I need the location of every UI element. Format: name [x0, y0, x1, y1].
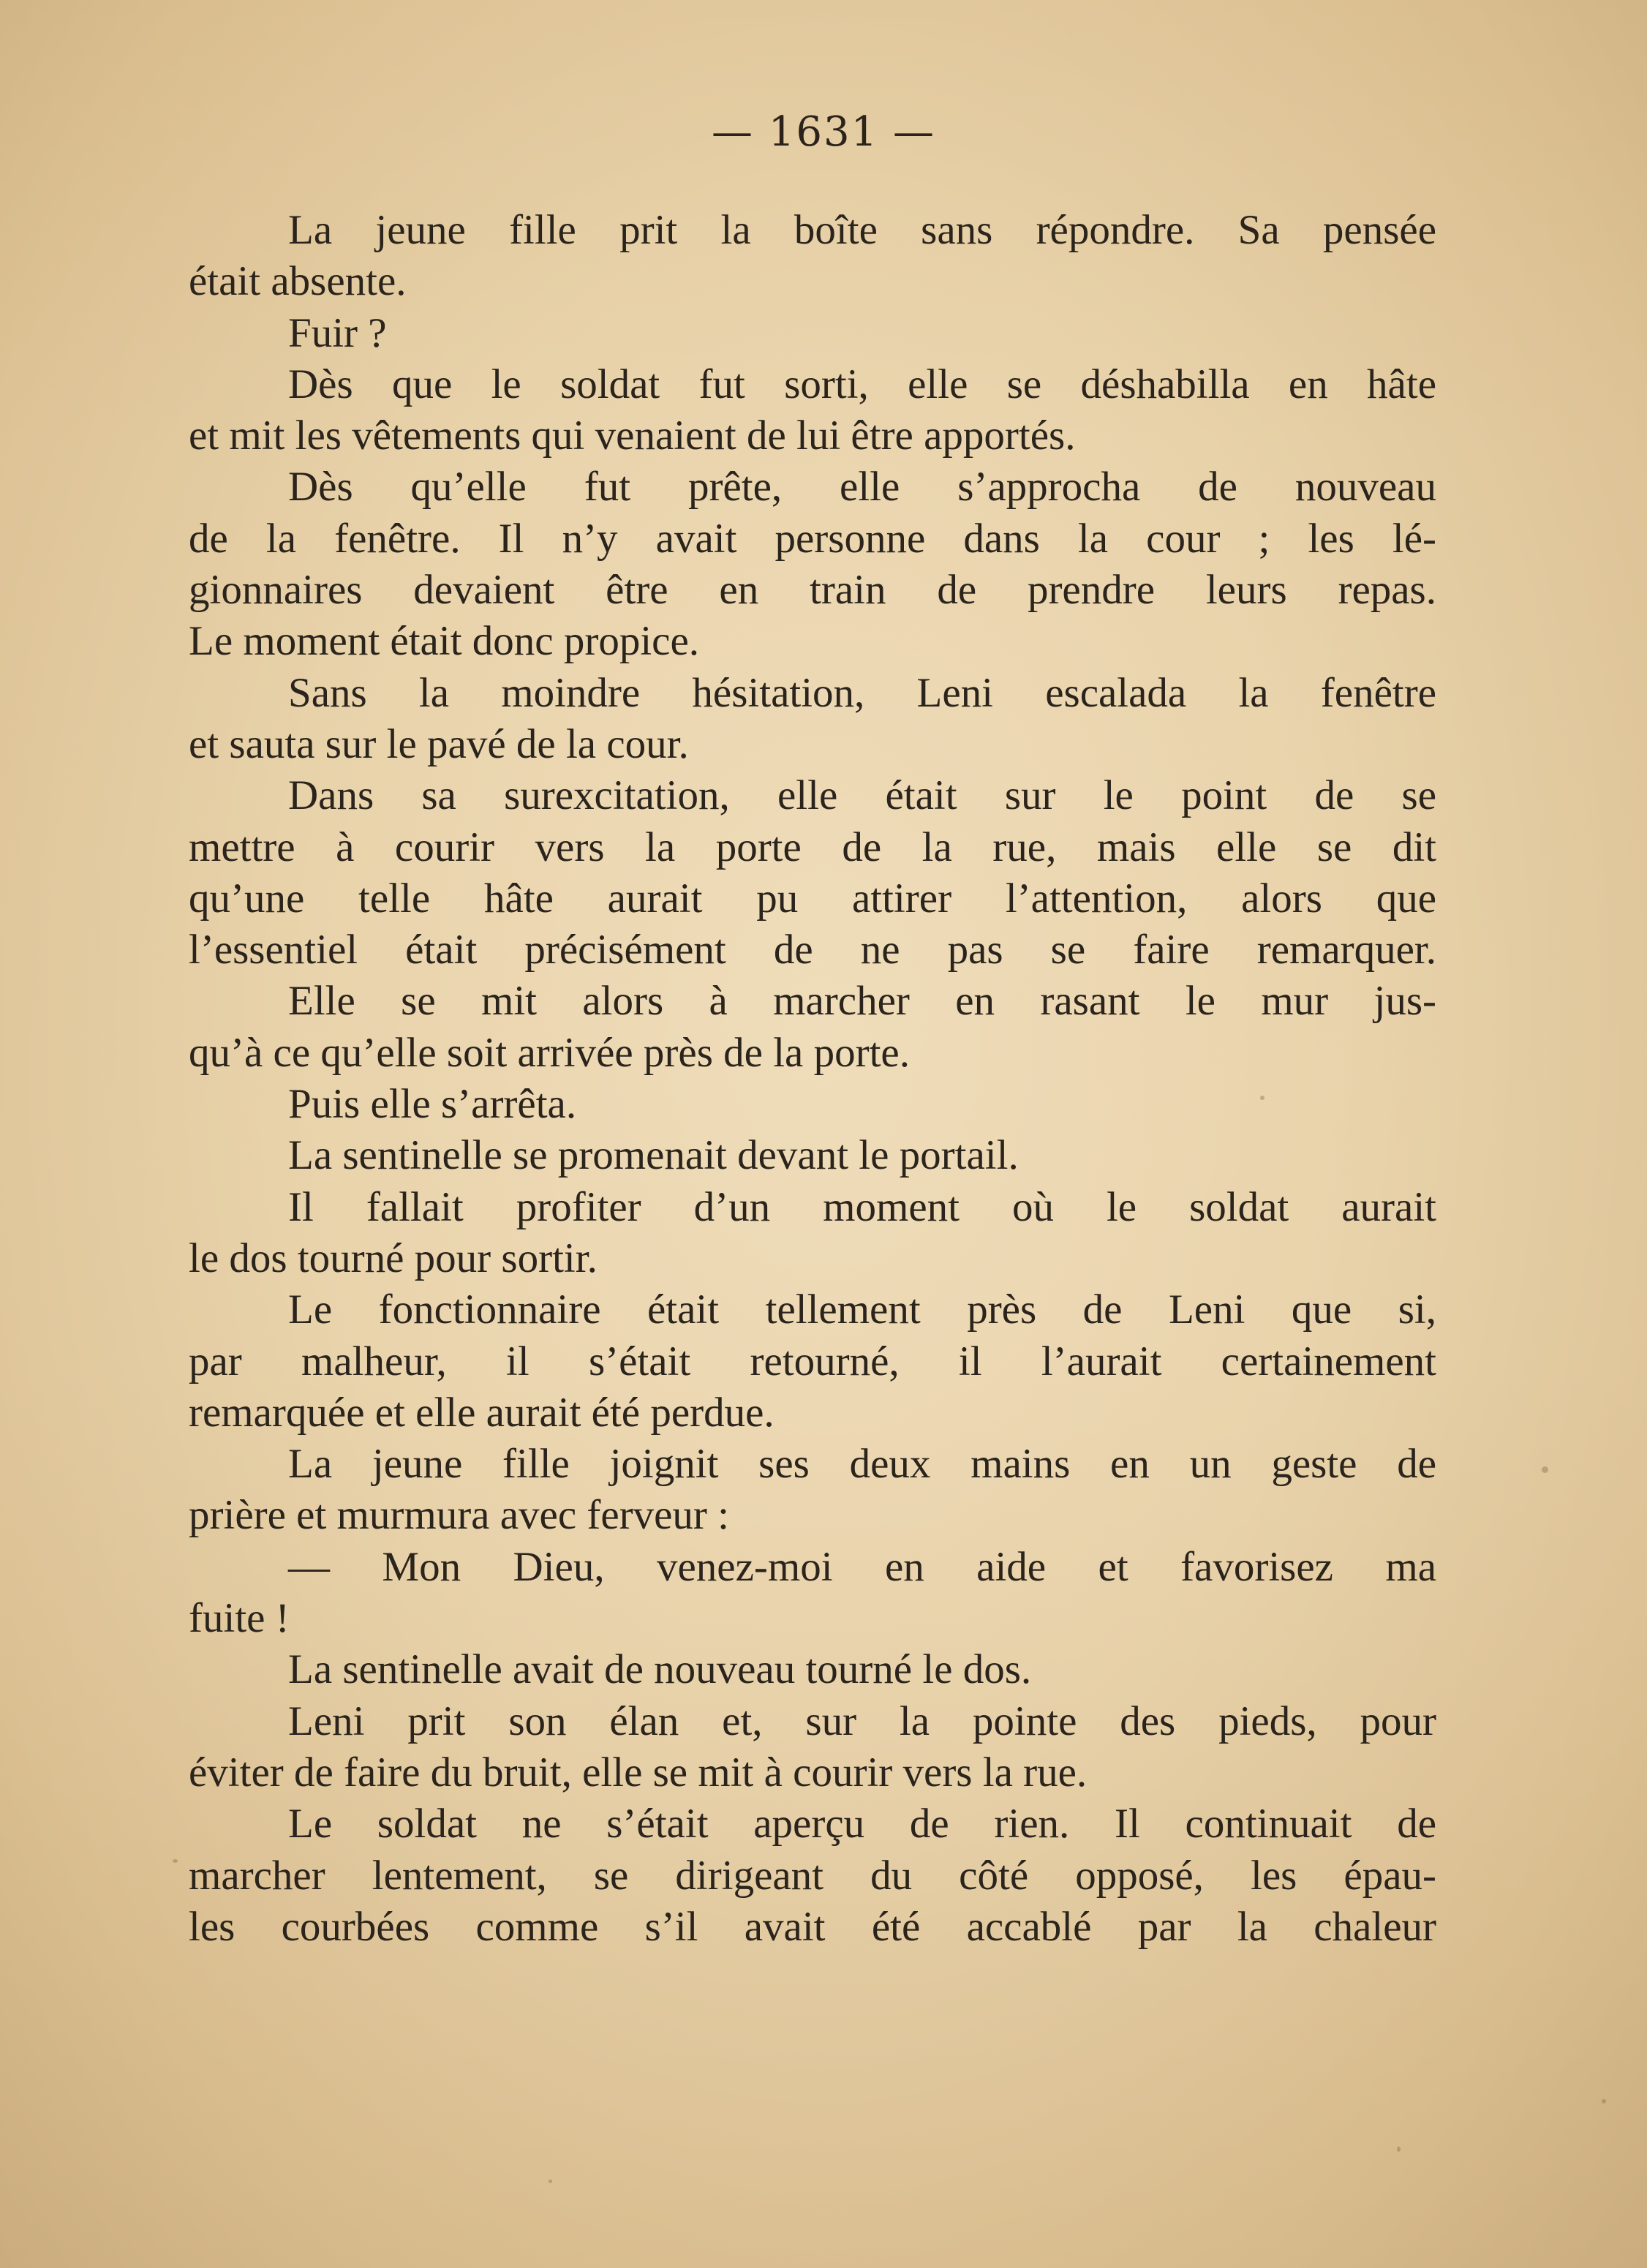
body-text [189, 205, 1436, 1953]
text-line: qu’une telle hâte aurait pu attirer l’attention, alors que [189, 875, 1436, 922]
text-line: mettre à courir vers la porte de la rue, mais elle se dit [189, 824, 1436, 870]
page-number: — 1631 — [711, 108, 936, 156]
text-line: était absente. [189, 258, 407, 305]
paper-speck [1602, 2099, 1606, 2103]
text-line: par malheur, il s’était retourné, il l’aurait certainement [189, 1338, 1436, 1384]
text-line: prière et murmura avec ferveur : [189, 1492, 729, 1539]
paper-speck [1397, 2147, 1401, 2152]
text-line: La sentinelle se promenait devant le portail. [288, 1132, 1019, 1179]
text-line: de la fenêtre. Il n’y avait personne dans la cour ; les lé- [189, 515, 1436, 562]
text-line: Dès qu’elle fut prête, elle s’approcha de nouveau [288, 464, 1436, 511]
text-line: qu’à ce qu’elle soit arrivée près de la porte. [189, 1029, 910, 1076]
text-line: Sans la moindre hésitation, Leni escalada la fenêtre [288, 669, 1436, 716]
text-line: éviter de faire du bruit, elle se mit à courir vers la rue. [189, 1749, 1088, 1796]
text-line: et mit les vêtements qui venaient de lui être apportés. [189, 412, 1076, 459]
text-line: Le fonctionnaire était tellement près de Leni que si, [288, 1286, 1436, 1333]
text-line: Il fallait profiter d’un moment où le soldat aurait [288, 1183, 1436, 1230]
text-line: Fuir ? [288, 309, 387, 356]
text-line: et sauta sur le pavé de la cour. [189, 720, 689, 767]
text-line: marcher lentement, se dirigeant du côté opposé, les épau- [189, 1852, 1436, 1899]
text-line: Dans sa surexcitation, elle était sur le point de se [288, 772, 1436, 819]
text-line: La jeune fille prit la boîte sans répondre. Sa pensée [288, 207, 1436, 253]
text-line: l’essentiel était précisément de ne pas se faire remarquer. [189, 927, 1436, 973]
text-line: Puis elle s’arrêta. [288, 1081, 577, 1128]
text-line: les courbées comme s’il avait été accablé par la chaleur [189, 1903, 1436, 1950]
text-line: Le soldat ne s’était aperçu de rien. Il continuait de [288, 1801, 1436, 1847]
text-line: — Mon Dieu, venez-moi en aide et favorisez ma [288, 1543, 1436, 1590]
text-line: Elle se mit alors à marcher en rasant le mur jus- [288, 978, 1436, 1025]
text-line: remarquée et elle aurait été perdue. [189, 1389, 774, 1436]
paper-speck [549, 2180, 552, 2183]
text-line: La sentinelle avait de nouveau tourné le dos. [288, 1646, 1032, 1693]
text-line: Leni prit son élan et, sur la pointe des pieds, pour [288, 1698, 1436, 1744]
text-line: fuite ! [189, 1595, 290, 1642]
text-line: gionnaires devaient être en train de prendre leurs repas. [189, 567, 1436, 614]
text-line: La jeune fille joignit ses deux mains en un geste de [288, 1441, 1436, 1488]
text-line: le dos tourné pour sortir. [189, 1235, 598, 1281]
text-line: Dès que le soldat fut sorti, elle se déshabilla en hâte [288, 361, 1436, 407]
paper-speck [173, 1859, 178, 1863]
text-line: Le moment était donc propice. [189, 618, 699, 665]
paper-speck [1542, 1466, 1548, 1473]
